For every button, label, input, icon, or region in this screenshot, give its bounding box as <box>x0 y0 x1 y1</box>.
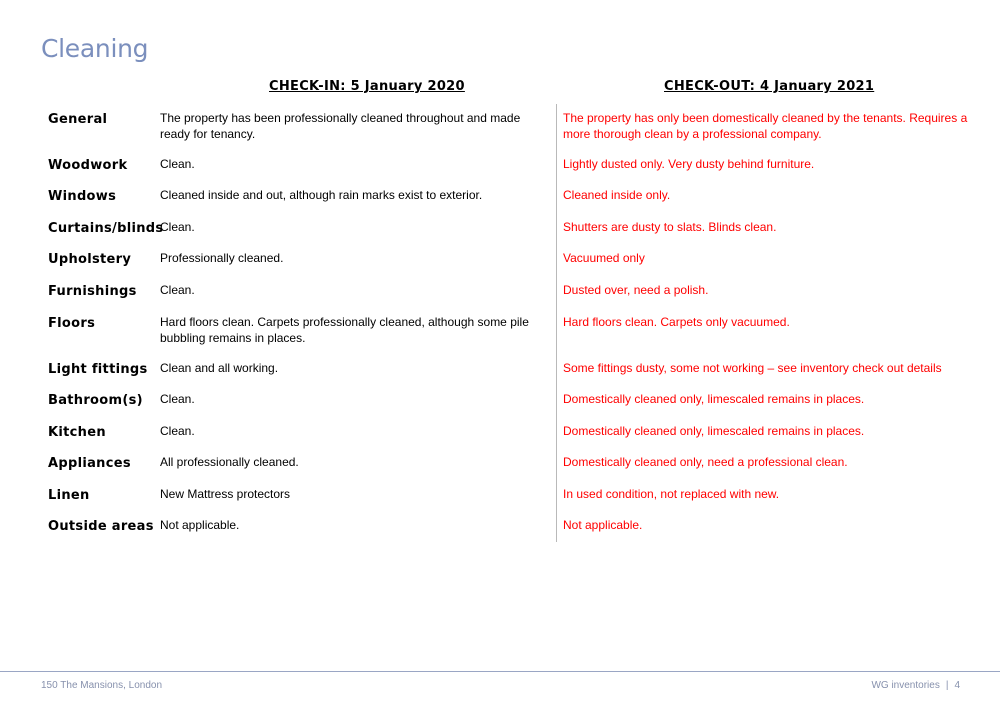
checkin-note: Clean. <box>160 157 195 171</box>
checkout-note: Domestically cleaned only, limescaled remains in places. <box>563 424 865 438</box>
column-divider <box>556 104 557 542</box>
row-label: Linen <box>48 488 90 503</box>
row-label: Floors <box>48 316 96 331</box>
checkin-note: Clean. <box>160 392 195 406</box>
row-label: Bathroom(s) <box>48 393 143 408</box>
checkout-note: Not applicable. <box>563 518 643 532</box>
row-label: Furnishings <box>48 284 137 299</box>
checkout-note: Shutters are dusty to slats. Blinds clean. <box>563 220 777 234</box>
footer-separator: | <box>945 680 949 691</box>
row-label: Appliances <box>48 456 131 471</box>
row-label: Windows <box>48 189 117 204</box>
checkout-note: Vacuumed only <box>563 251 645 265</box>
checkout-heading: CHECK-OUT: 4 January 2021 <box>664 79 875 94</box>
checkout-note: Dusted over, need a polish. <box>563 283 709 297</box>
footer-info <box>871 680 960 691</box>
row-label: General <box>48 112 108 127</box>
row-label: Outside areas <box>48 519 154 534</box>
checkin-note: Professionally cleaned. <box>160 251 284 265</box>
checkin-note: All professionally cleaned. <box>160 455 299 469</box>
checkout-note: Domestically cleaned only, need a professional clean. <box>563 455 848 469</box>
footer-address: 150 The Mansions, London <box>41 680 163 691</box>
checkin-note: Clean and all working. <box>160 361 279 375</box>
checkin-note: New Mattress protectors <box>160 487 291 501</box>
page-number: 4 <box>954 680 960 691</box>
checkout-note: The property has only been domestically cleaned by the tenants. Requires a more thorough clean by a professional company. <box>563 111 968 141</box>
checkout-note: Lightly dusted only. Very dusty behind furniture. <box>563 157 815 171</box>
checkin-note: Clean. <box>160 220 195 234</box>
footer-company: WG inventories <box>871 680 940 691</box>
checkin-note: Clean. <box>160 283 195 297</box>
row-label: Kitchen <box>48 425 106 440</box>
checkout-note: Some fittings dusty, some not working – see inventory check out details <box>563 361 942 375</box>
checkin-note: Not applicable. <box>160 518 240 532</box>
checkout-note: Cleaned inside only. <box>563 188 671 202</box>
page-title: Cleaning <box>41 34 149 63</box>
checkout-note: In used condition, not replaced with new. <box>563 487 780 501</box>
row-label: Upholstery <box>48 252 132 267</box>
row-label: Light fittings <box>48 362 148 377</box>
checkin-note: The property has been professionally cleaned throughout and made ready for tenancy. <box>160 111 521 141</box>
checkout-note: Hard floors clean. Carpets only vacuumed. <box>563 315 790 329</box>
checkin-note: Hard floors clean. Carpets professionally cleaned, although some pile bubbling remains in places. <box>160 315 529 345</box>
checkin-note: Cleaned inside and out, although rain marks exist to exterior. <box>160 188 483 202</box>
checkout-note: Domestically cleaned only, limescaled remains in places. <box>563 392 865 406</box>
checkin-note: Clean. <box>160 424 195 438</box>
row-label: Woodwork <box>48 158 128 173</box>
checkin-heading: CHECK-IN: 5 January 2020 <box>269 79 465 94</box>
row-label: Curtains/blinds <box>48 221 164 236</box>
footer-divider <box>0 671 1000 672</box>
